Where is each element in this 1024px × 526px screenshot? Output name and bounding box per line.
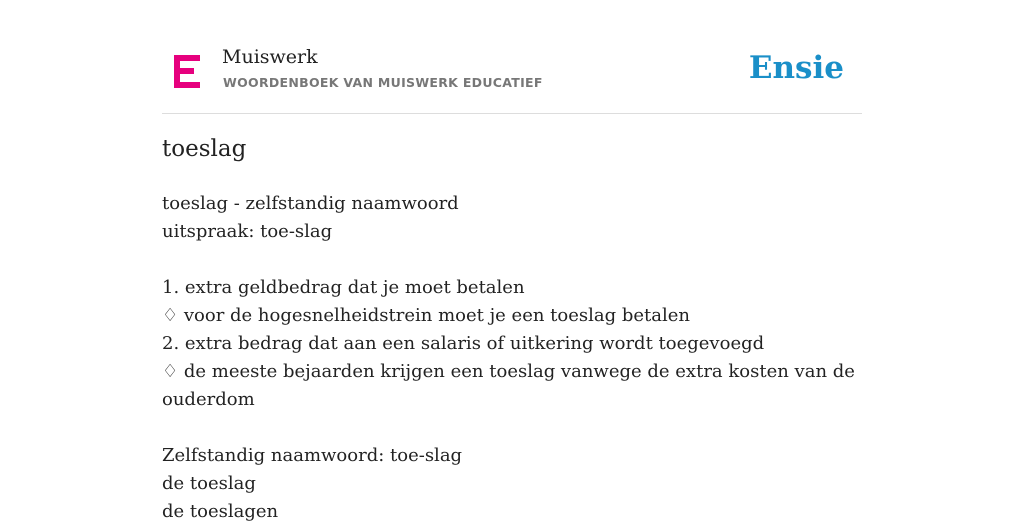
pronunciation-line: uitspraak: toe-slag — [162, 221, 333, 242]
entry-content — [162, 190, 862, 526]
spacer — [162, 414, 862, 442]
grammar-heading: Zelfstandig naamwoord: toe-slag — [162, 445, 463, 466]
page-title: toeslag — [162, 136, 247, 162]
definition-2: 2. extra bedrag dat aan een salaris of uitkering wordt toegevoegd — [162, 333, 765, 354]
example-2: ♢ de meeste bejaarden krijgen een toeslag vanwege de extra kosten van de ouderdom — [162, 361, 855, 410]
ensie-logo-link[interactable]: Ensie — [748, 50, 844, 86]
singular-form: de toeslag — [162, 473, 256, 494]
page-container — [162, 0, 862, 522]
muiswerk-logo-icon[interactable] — [174, 55, 200, 88]
spacer — [162, 246, 862, 274]
part-of-speech-line: toeslag - zelfstandig naamwoord — [162, 193, 459, 214]
plural-form: de toeslagen — [162, 501, 279, 522]
brand-subtitle: WOORDENBOEK VAN MUISWERK EDUCATIEF — [223, 75, 543, 90]
site-header — [162, 0, 862, 114]
brand-title[interactable]: Muiswerk — [222, 46, 318, 68]
definition-1: 1. extra geldbedrag dat je moet betalen — [162, 277, 525, 298]
example-1: ♢ voor de hogesnelheidstrein moet je een toeslag betalen — [162, 305, 691, 326]
